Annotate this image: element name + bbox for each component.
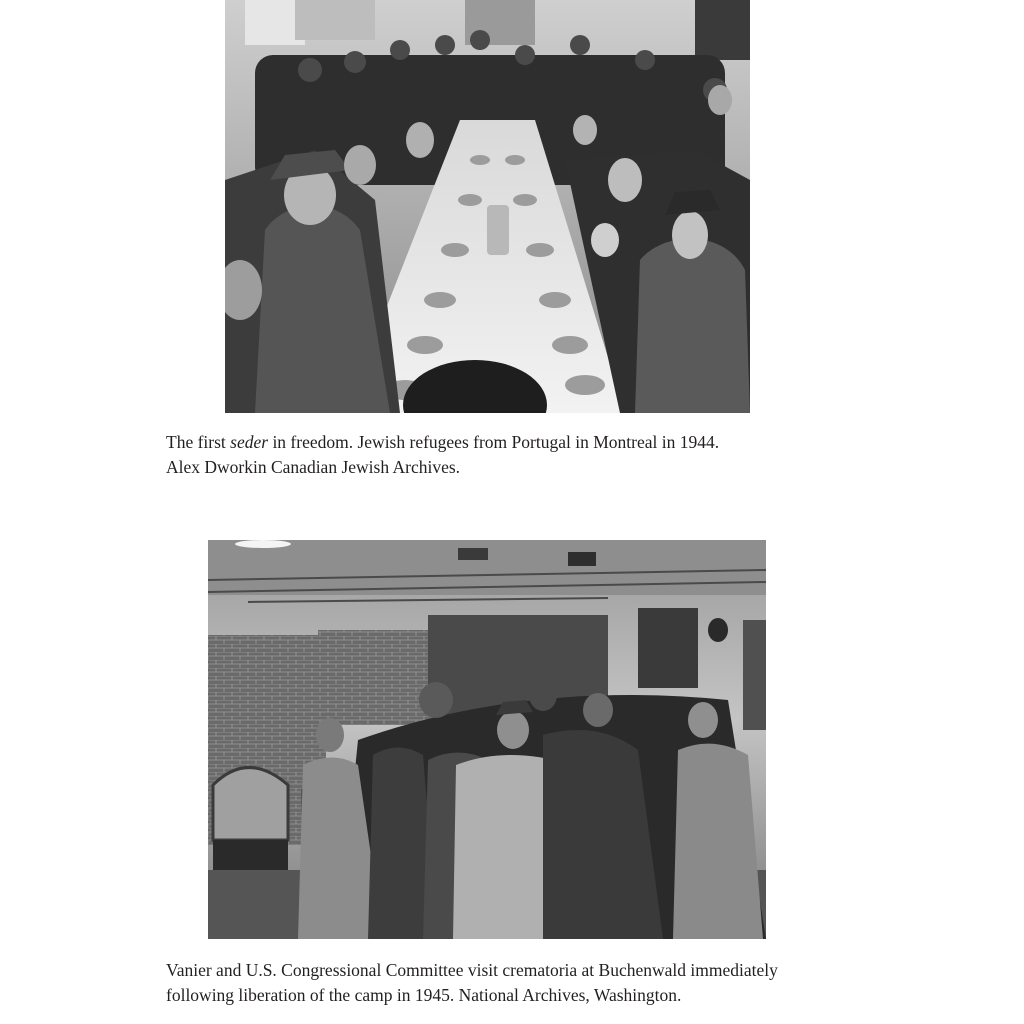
seder-caption-italic-word: seder	[230, 432, 269, 452]
seder-photo	[225, 0, 750, 413]
buchenwald-photo-caption	[166, 958, 778, 1008]
seder-caption-line-2: Alex Dworkin Canadian Jewish Archives.	[166, 457, 461, 477]
seder-caption-text-start: The first	[166, 432, 231, 452]
buchenwald-caption-line-2: following liberation of the camp in 1945. National Archives, Washington.	[166, 985, 682, 1005]
seder-caption-text-end: in freedom. Jewish refugees from Portugal in Montreal in 1944.	[268, 432, 720, 452]
buchenwald-photo-illustration	[208, 540, 766, 939]
seder-photo-illustration	[225, 0, 750, 413]
seder-caption-line-1	[166, 430, 719, 455]
buchenwald-caption-line-1: Vanier and U.S. Congressional Committee visit crematoria at Buchenwald immediately	[166, 960, 778, 980]
buchenwald-photo	[208, 540, 766, 939]
seder-photo-caption	[166, 430, 719, 480]
